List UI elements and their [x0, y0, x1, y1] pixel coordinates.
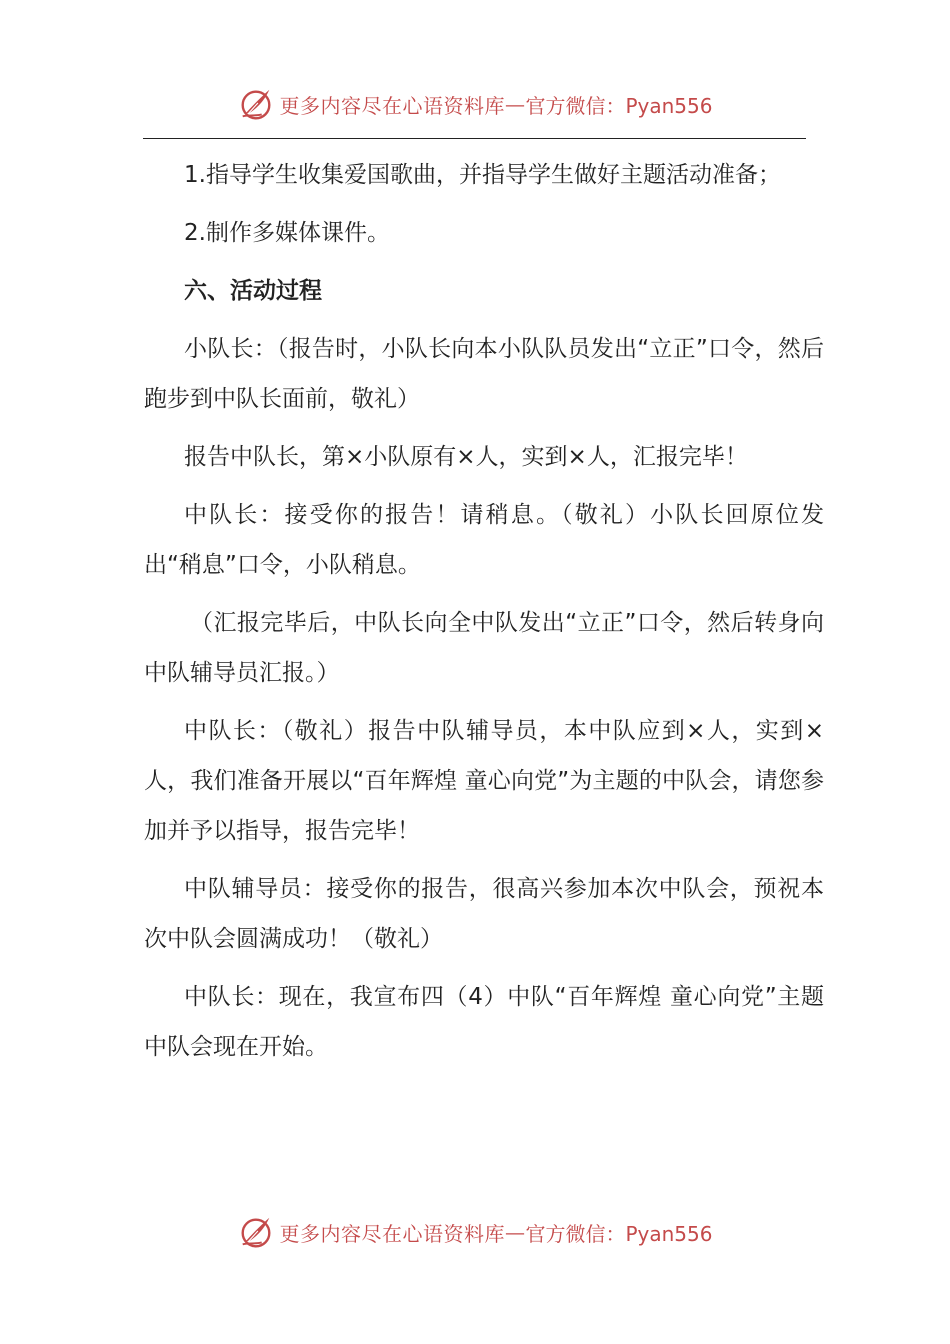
- footer-wechat-text: 官方微信：Pyan556: [525, 1221, 713, 1246]
- page-header: [0, 82, 950, 126]
- dialogue-paragraph: 小队长：（报告时，小队长向本小队队员发出“立正”口令，然后跑步到中队长面前，敬礼）: [144, 336, 824, 412]
- dialogue-paragraph: 中队长：接受你的报告！请稍息。（敬礼）小队长回原位发出“稍息”口令，小队稍息。: [144, 502, 824, 578]
- stage-direction: （汇报完毕后，中队长向全中队发出“立正”口令，然后转身向中队辅导员汇报。）: [144, 610, 824, 686]
- footer-brand-text: 更多内容尽在心语资料库: [279, 1221, 505, 1246]
- dialogue-paragraph: 中队长：现在，我宣布四（4）中队“百年辉煌 童心向党”主题中队会现在开始。: [144, 984, 824, 1060]
- header-wechat-text: 官方微信：Pyan556: [525, 93, 713, 118]
- header-separator: —: [504, 92, 526, 116]
- prep-item-2: 2.制作多媒体课件。: [184, 220, 390, 246]
- prep-item-1: 1.指导学生收集爱国歌曲，并指导学生做好主题活动准备；: [184, 162, 781, 188]
- section-heading: 六、活动过程: [184, 278, 322, 304]
- footer-separator: —: [504, 1220, 526, 1244]
- header-brand: [237, 85, 712, 123]
- footer-brand: [237, 1213, 712, 1251]
- header-brand-text: 更多内容尽在心语资料库: [279, 93, 505, 118]
- quill-logo-icon: [237, 1213, 275, 1251]
- page-footer: [0, 1210, 950, 1254]
- document-body: [144, 150, 824, 1080]
- dialogue-paragraph: 中队辅导员：接受你的报告，很高兴参加本次中队会，预祝本次中队会圆满成功！（敬礼）: [144, 876, 824, 952]
- dialogue-paragraph: 报告中队长，第×小队原有×人，实到×人，汇报完毕！: [184, 444, 748, 470]
- dialogue-paragraph: 中队长：（敬礼）报告中队辅导员，本中队应到×人，实到×人，我们准备开展以“百年辉煌 童心向党”为主题的中队会，请您参加并予以指导，报告完毕！: [144, 718, 824, 844]
- quill-logo-icon: [237, 85, 275, 123]
- header-divider: [143, 138, 806, 139]
